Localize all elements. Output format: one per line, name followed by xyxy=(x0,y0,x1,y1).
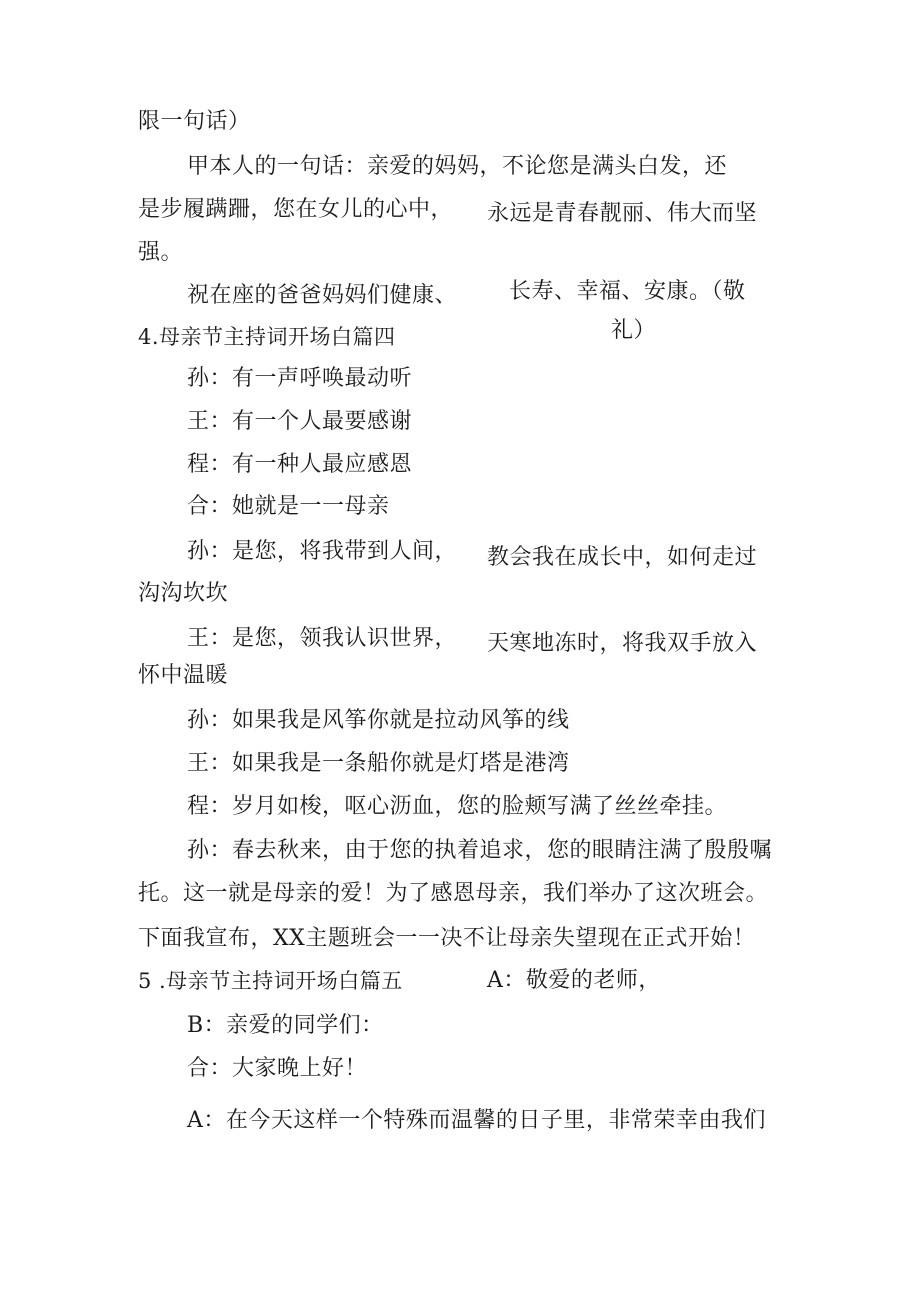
text-line: 怀中温暖 xyxy=(138,663,229,688)
text-line: 程：有一种人最应感恩 xyxy=(187,452,413,477)
text-line: 祝在座的爸爸妈妈们健康、 xyxy=(187,283,458,308)
text-line: 孙：是您，将我带到人间， xyxy=(187,539,458,564)
text-line: 合：她就是一一母亲 xyxy=(187,494,390,519)
text-line: 程：岁月如梭，呕心沥血，您的脸颊写满了丝丝牵挂。 xyxy=(187,794,728,819)
text-line: 限一句话） xyxy=(138,109,251,134)
section-heading: 4.母亲节主持词开场白篇四 xyxy=(138,325,396,349)
text-line: 托。这一就是母亲的爱！为了感恩母亲，我们举办了这次班会。 xyxy=(138,881,769,906)
text-line: 甲本人的一句话：亲爱的妈妈，不论您是满头白发，还 xyxy=(187,154,728,179)
text-line: B：亲爱的同学们： xyxy=(187,1013,384,1038)
text-line: 孙：如果我是风筝你就是拉动风筝的线 xyxy=(187,708,570,733)
text-line: 王：有一个人最要感谢 xyxy=(187,409,413,434)
text-line: 是步履蹒跚，您在女儿的心中， xyxy=(138,197,454,222)
text-line: 合：大家晚上好！ xyxy=(187,1056,368,1081)
text-line: 孙：春去秋来，由于您的执着追求，您的眼睛注满了殷殷嘱 xyxy=(187,838,773,863)
text-line: 王：如果我是一条船你就是灯塔是港湾 xyxy=(187,751,570,776)
text-line: 长寿、幸福、安康。（敬 xyxy=(509,279,746,304)
text-line: A：在今天这样一个特殊而温馨的日子里，非常荣幸由我们 xyxy=(187,1108,766,1133)
text-line: 下面我宣布，XX主题班会一一决不让母亲失望现在正式开始！ xyxy=(138,926,756,951)
text-line: 天寒地冻时，将我双手放入 xyxy=(487,631,758,656)
text-line: 永远是青春靓丽、伟大而坚 xyxy=(487,201,758,226)
text-line: 沟沟坎坎 xyxy=(138,581,229,606)
text-line: 教会我在成长中，如何走过 xyxy=(487,545,758,570)
text-line: A：敬爱的老师， xyxy=(487,968,661,993)
text-line: 孙：有一声呼唤最动听 xyxy=(187,366,413,391)
text-line: 王：是您，领我认识世界， xyxy=(187,626,458,651)
section-heading: 5 .母亲节主持词开场白篇五 xyxy=(138,969,403,993)
text-line: 强。 xyxy=(138,240,184,265)
text-line: 礼） xyxy=(611,318,657,343)
